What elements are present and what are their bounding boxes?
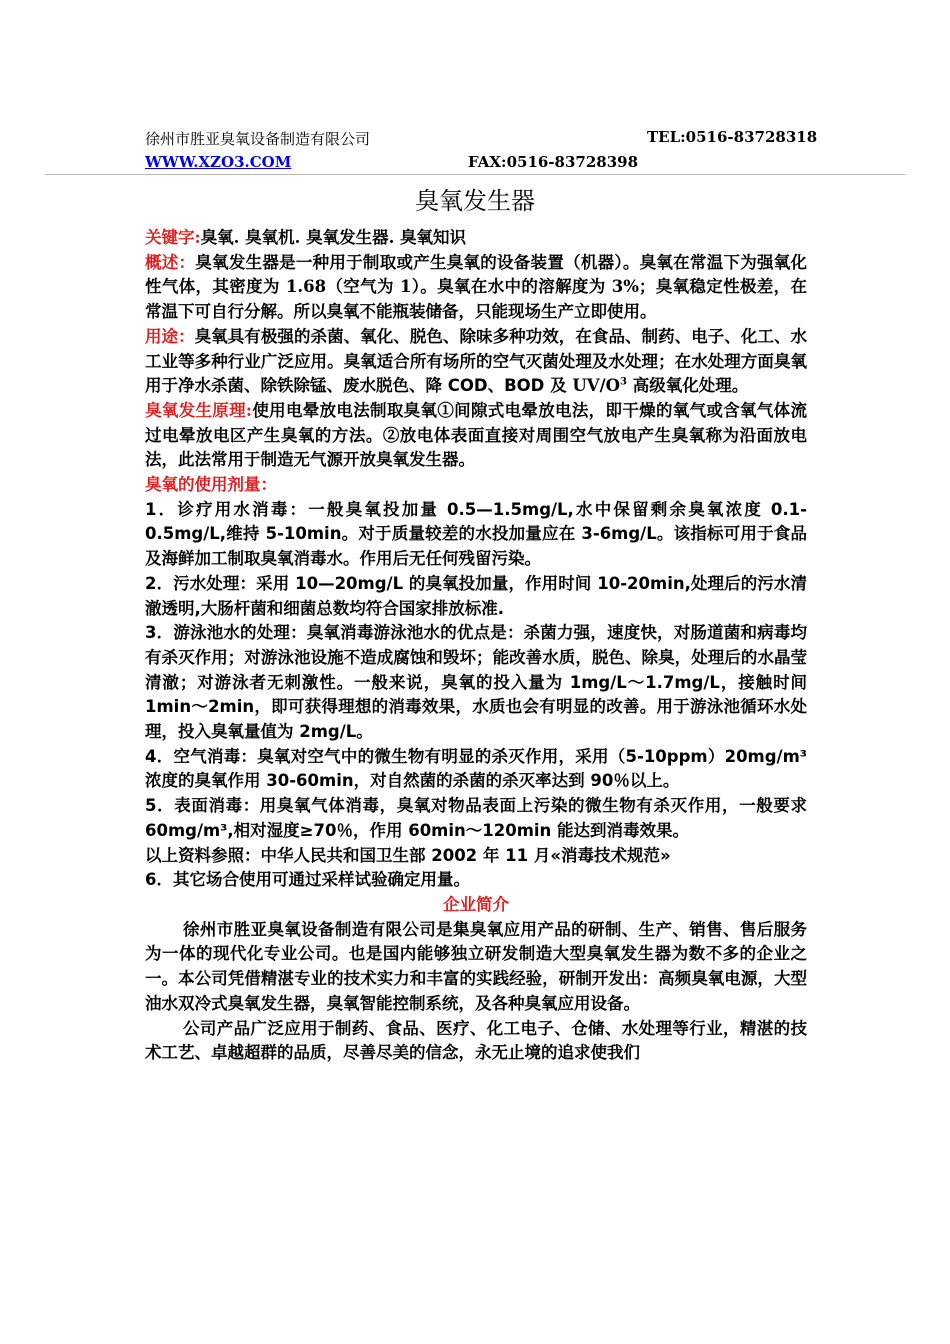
header-divider [45, 174, 905, 175]
dosage-item-6: 6．其它场合使用可通过采样试验确定用量。 [145, 870, 470, 890]
usage-text-mid: 及 UV/O [544, 376, 620, 396]
header-fax: FAX:0516-83728398 [468, 153, 639, 171]
dosage-item-2: 2．污水处理：采用 10—20mg/L 的臭氧投加量，作用时间 10-20min,处理后的污水清澈透明,大肠杆菌和细菌总数均符合国家排放标准. [145, 573, 807, 618]
overview-paragraph [145, 251, 807, 325]
usage-cod-bod: COD、BOD [447, 376, 545, 396]
dosage-item-4: 4．空气消毒：臭氧对空气中的微生物有明显的杀灭作用，采用（5-10ppm）20mg/m³浓度的臭氧作用 30-60min，对自然菌的杀菌的杀灭率达到 90％以上。 [145, 746, 807, 791]
dosage-item-3: 3．游泳池水的处理：臭氧消毒游泳池水的优点是：杀菌力强，速度快，对肠道菌和病毒均有杀灭作用；对游泳池设施不造成腐蚀和毁坏；能改善水质，脱色、除臭，处理后的水晶莹清澈；对游泳者无刺激性。一般来说，臭氧的投入量为 1mg/L～1.7mg/L，接触时间 1min～2min，即可获得理想的消毒效果，水质也会有明显的改善。用于游泳池循环水处理，投入臭氧量值为 2mg/L。 [145, 623, 807, 742]
principle-paragraph [145, 399, 807, 473]
usage-superscript: 3 [619, 376, 627, 388]
keywords-label: 关键字: [145, 228, 201, 247]
document-body [145, 226, 807, 1066]
principle-text: 使用电晕放电法制取臭氧①间隙式电晕放电法，即干燥的氧气或含氧气体流过电晕放电区产生臭氧的方法。②放电体表面直接对周围空气放电产生臭氧称为沿面放电法，此法常用于制造无气源开放臭氧发生器。 [145, 400, 807, 470]
dosage-reference: 以上资料参照：中华人民共和国卫生部 2002 年 11 月«消毒技术规范» [145, 845, 671, 865]
keywords-text: 臭氧. 臭氧机. 臭氧发生器. 臭氧知识 [200, 228, 467, 247]
company-intro-heading: 企业简介 [443, 894, 509, 914]
company-intro-paragraph-1: 徐州市胜亚臭氧设备制造有限公司是集臭氧应用产品的研制、生产、销售、售后服务为一体的现代化专业公司。也是国内能够独立研发制造大型臭氧发生器为数不多的企业之一。本公司凭借精湛专业的技术实力和丰富的实践经验，研制开发出：高频臭氧电源，大型油水双冷式臭氧发生器，臭氧智能控制系统，及各种臭氧应用设备。 [145, 919, 807, 1013]
usage-label: 用途： [145, 326, 195, 346]
dosage-item-1: 1．诊疗用水消毒：一般臭氧投加量 0.5—1.5mg/L,水中保留剩余臭氧浓度 0.1-0.5mg/L,维持 5-10min。对于质量较差的水投加量应在 3-6mg/L。该指标可用于食品及海鲜加工制取臭氧消毒水。作用后无任何残留污染。 [145, 499, 807, 569]
keywords-paragraph [145, 226, 807, 251]
dosage-heading: 臭氧的使用剂量： [145, 475, 277, 495]
usage-text-end: 高级氧化处理。 [626, 376, 749, 396]
header-website-link[interactable]: WWW.XZO3.COM [145, 153, 292, 171]
principle-label: 臭氧发生原理: [145, 400, 252, 420]
header-telephone: TEL:0516-83728318 [647, 128, 818, 146]
header-company-name: 徐州市胜亚臭氧设备制造有限公司 [145, 130, 371, 148]
overview-text: 臭氧发生器是一种用于制取或产生臭氧的设备装置（机器）。臭氧在常温下为强氧化性气体，其密度为 1.68（空气为 1）。臭氧在水中的溶解度为 3%；臭氧稳定性极差，在常温下可自行分解。所以臭氧不能瓶装储备，只能现场生产立即使用。 [145, 252, 808, 322]
company-intro-paragraph-2: 公司产品广泛应用于制药、食品、医疗、化工电子、仓储、水处理等行业，精湛的技术工艺、卓越超群的品质，尽善尽美的信念，永无止境的追求使我们 [145, 1018, 807, 1063]
dosage-item-5: 5．表面消毒：用臭氧气体消毒，臭氧对物品表面上污染的微生物有杀灭作用，一般要求 60mg/m³,相对湿度≥70％，作用 60min～120min 能达到消毒效果。 [145, 796, 807, 840]
overview-label: 概述： [145, 252, 196, 272]
document-title: 臭氧发生器 [415, 187, 535, 215]
page-header [0, 0, 950, 175]
usage-paragraph [145, 325, 807, 399]
usage-text: 臭氧具有极强的杀菌、氧化、脱色、除味多种功效，在食品、制药、电子、化工、水工业等多种行业广泛应用。臭氧适合所有场所的空气灭菌处理及水处理；在水处理方面臭氧用于净水杀菌、除铁除锰、废水脱色、降 [145, 326, 808, 396]
